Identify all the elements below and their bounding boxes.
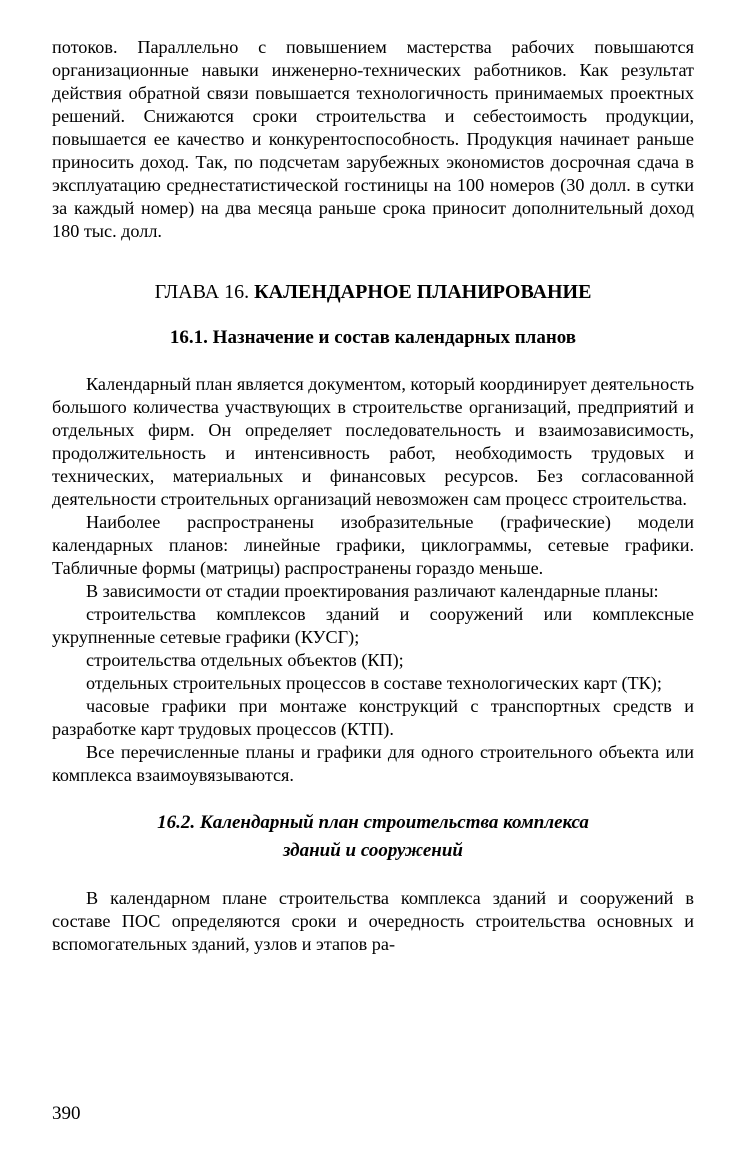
list-item-tk: отдельных строительных процессов в составе технологических карт (ТК); [86, 673, 662, 693]
book-page [52, 36, 694, 956]
section-2-heading [52, 809, 694, 865]
chapter-prefix: ГЛАВА 16. [154, 281, 250, 303]
section-1-paragraph-1: Календарный план является документом, который координирует деятельность большого количества участвующих в строительстве организаций, предприятий и отдельных фирм. Он определяет последовательность и взаимозависимость, продолжительность и интенсивность работ, необходимость трудовых и технических, материальных и финансовых ресурсов. Без согласованной деятельности строительных организаций невозможен сам процесс строительства. [52, 374, 694, 509]
section-1-paragraph-closing: Все перечисленные планы и графики для одного строительного объекта или комплекса взаимоувязываются. [52, 742, 694, 785]
page-number: 390 [52, 1103, 81, 1124]
section-1-paragraph-2: Наиболее распространены изобразительные (графические) модели календарных планов: линейные графики, циклограммы, сетевые графики. Табличные формы (матрицы) распространены гораздо меньше. [52, 512, 694, 578]
chapter-heading [52, 279, 694, 305]
list-item-ktp: часовые графики при монтаже конструкций с транспортных средств и разработке карт трудовых процессов (КТП). [52, 696, 694, 739]
section-2-title-line-2: зданий и сооружений [283, 840, 463, 861]
section-2-paragraph: В календарном плане строительства комплекса зданий и сооружений в составе ПОС определяются сроки и очередность строительства основных и вспомогательных зданий, узлов и этапов ра- [52, 888, 694, 954]
list-item-kusg: строительства комплексов зданий и сооружений или комплексные укрупненные сетевые графики (КУСГ); [52, 604, 694, 647]
section-2-title-line-1: 16.2. Календарный план строительства комплекса [157, 812, 589, 833]
chapter-title: КАЛЕНДАРНОЕ ПЛАНИРОВАНИЕ [254, 281, 592, 303]
intro-paragraph: потоков. Параллельно с повышением мастерства рабочих повышаются организационные навыки инженерно-технических работников. Как результат действия обратной связи повышается технологичность принимаемых проектных решений. Снижаются сроки строительства и себестоимость продукции, повышается ее качество и конкурентоспособность. Продукция начинает раньше приносить доход. Так, по подсчетам зарубежных экономистов досрочная сдача в эксплуатацию среднестатистической гостиницы на 100 номеров (30 долл. в сутки за каждый номер) на два месяца раньше срока приносит дополнительный доход 180 тыс. долл. [52, 37, 694, 241]
section-1-heading: 16.1. Назначение и состав календарных планов [169, 327, 577, 348]
list-item-kp: строительства отдельных объектов (КП); [86, 650, 404, 670]
section-1-paragraph-3: В зависимости от стадии проектирования различают календарные планы: [86, 581, 659, 601]
